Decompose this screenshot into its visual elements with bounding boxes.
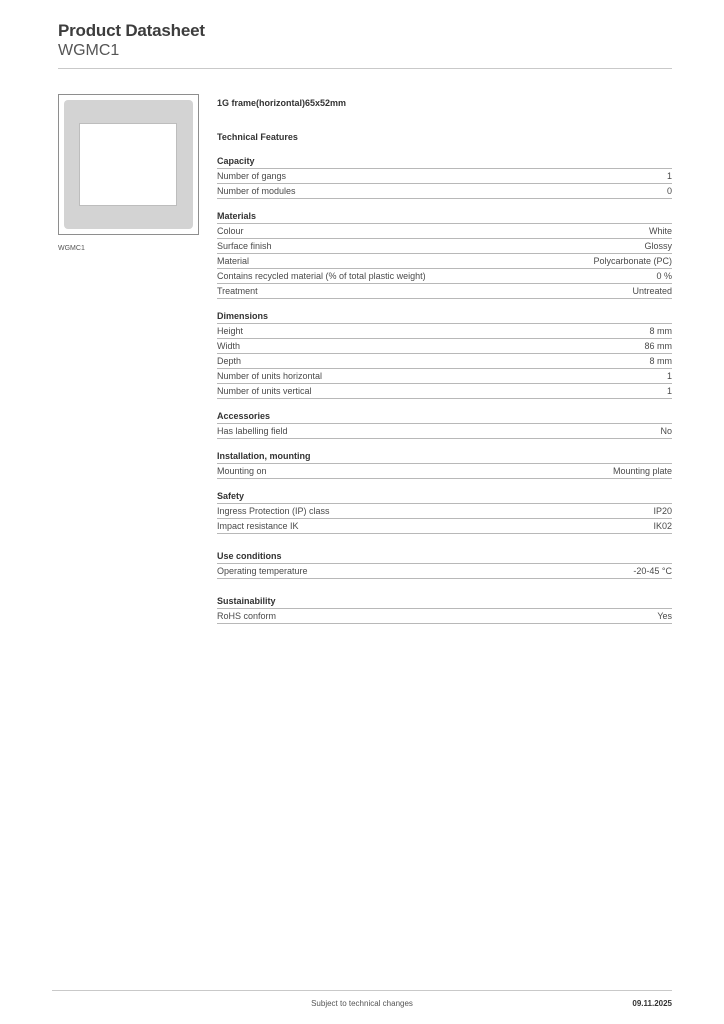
spec-value: Untreated — [632, 286, 672, 296]
spec-row — [217, 284, 672, 299]
spec-row — [217, 504, 672, 519]
spec-value: 1 — [666, 386, 672, 396]
footer-note: Subject to technical changes — [311, 999, 413, 1008]
spec-value: No — [660, 426, 672, 436]
spec-row — [217, 224, 672, 239]
section-dimensions — [217, 310, 672, 399]
spec-label: Mounting on — [217, 466, 267, 476]
section-sustainability — [217, 595, 672, 624]
spec-row — [217, 384, 672, 399]
header — [58, 20, 205, 60]
spec-label: Ingress Protection (IP) class — [217, 506, 330, 516]
spec-row — [217, 609, 672, 624]
spec-value: 0 % — [656, 271, 672, 281]
section-installation — [217, 450, 672, 479]
spec-value: 8 mm — [649, 356, 672, 366]
spec-value: 1 — [666, 171, 672, 181]
spec-label: Treatment — [217, 286, 258, 296]
section-title: Capacity — [217, 155, 672, 169]
spec-label: Contains recycled material (% of total plastic weight) — [217, 271, 426, 281]
spec-row — [217, 339, 672, 354]
spec-label: Material — [217, 256, 250, 266]
spec-value: IK02 — [653, 521, 672, 531]
technical-features-heading: Technical Features — [217, 132, 298, 142]
document-title: Product Datasheet — [58, 21, 205, 40]
product-name: 1G frame(horizontal)65x52mm — [217, 98, 347, 108]
spec-row — [217, 254, 672, 269]
section-title: Dimensions — [217, 310, 672, 324]
spec-label: Has labelling field — [217, 426, 288, 436]
spec-row — [217, 464, 672, 479]
section-accessories — [217, 410, 672, 439]
spec-value: Glossy — [644, 241, 672, 251]
spec-value: 1 — [666, 371, 672, 381]
spec-row — [217, 239, 672, 254]
spec-row — [217, 354, 672, 369]
spec-row — [217, 564, 672, 579]
spec-row — [217, 184, 672, 199]
spec-label: Number of units horizontal — [217, 371, 323, 381]
spec-label: Width — [217, 341, 241, 351]
spec-label: RoHS conform — [217, 611, 277, 621]
spec-row — [217, 169, 672, 184]
header-divider — [58, 68, 672, 69]
section-use-conditions — [217, 550, 672, 579]
section-safety — [217, 490, 672, 534]
spec-row — [217, 424, 672, 439]
spec-value: 0 — [666, 186, 672, 196]
spec-value: White — [648, 226, 672, 236]
spec-row — [217, 519, 672, 534]
spec-label: Impact resistance IK — [217, 521, 299, 531]
product-image-caption: WGMC1 — [58, 245, 85, 252]
footer-divider — [52, 990, 672, 991]
spec-value: Yes — [657, 611, 672, 621]
spec-value: IP20 — [653, 506, 672, 516]
section-title: Materials — [217, 210, 672, 224]
section-materials — [217, 210, 672, 299]
spec-label: Operating temperature — [217, 566, 308, 576]
section-title: Accessories — [217, 410, 672, 424]
spec-row — [217, 369, 672, 384]
spec-value: Polycarbonate (PC) — [593, 256, 672, 266]
spec-label: Number of units vertical — [217, 386, 312, 396]
spec-value: Mounting plate — [612, 466, 672, 476]
section-title: Use conditions — [217, 550, 672, 564]
section-title: Installation, mounting — [217, 450, 672, 464]
spec-label: Number of modules — [217, 186, 296, 196]
spec-label: Surface finish — [217, 241, 272, 251]
spec-value: -20-45 °C — [633, 566, 672, 576]
frame-opening-shape — [79, 123, 177, 206]
spec-label: Depth — [217, 356, 242, 366]
spec-value: 8 mm — [649, 326, 672, 336]
section-title: Safety — [217, 490, 672, 504]
frame-outer-shape — [64, 100, 193, 229]
spec-label: Height — [217, 326, 244, 336]
footer-date: 09.11.2025 — [632, 999, 672, 1008]
spec-value: 86 mm — [644, 341, 672, 351]
spec-row — [217, 324, 672, 339]
section-capacity — [217, 155, 672, 199]
spec-label: Colour — [217, 226, 244, 236]
spec-content — [217, 96, 672, 624]
section-title: Sustainability — [217, 595, 672, 609]
document-subtitle: WGMC1 — [58, 42, 120, 59]
product-image — [58, 94, 199, 235]
spec-row — [217, 269, 672, 284]
spec-label: Number of gangs — [217, 171, 287, 181]
